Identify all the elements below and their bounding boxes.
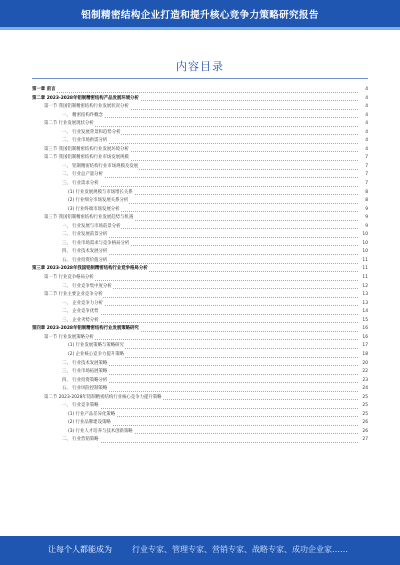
toc-entry[interactable]	[32, 300, 368, 309]
toc-entry-page: 22	[361, 368, 368, 377]
toc-entry-page: 4	[364, 86, 368, 95]
toc-entry-text: 第一节 行业竞争格局分析	[44, 274, 95, 283]
toc-entry-page: 18	[361, 351, 368, 360]
report-header	[0, 0, 400, 30]
header-stripe	[0, 27, 400, 30]
toc-entry-text: 第一节 行业发展策略分析	[44, 334, 95, 343]
toc-entry-page: 25	[361, 394, 368, 403]
toc-entry-page: 7	[364, 154, 368, 163]
toc-entry[interactable]	[32, 103, 368, 112]
toc-entry-text: (2) 行业细分市场发展关系分析	[68, 197, 129, 206]
toc-entry-text: 二、 行业竞争集中度分析	[62, 283, 113, 292]
toc-entry-text: 一、 精密结构件概念	[62, 112, 104, 121]
toc-entry-text: (3) 行业终端市场发展分析	[68, 206, 121, 215]
toc-entry-text: 四、 行业技术发展分析	[62, 248, 108, 257]
toc-entry-page: 4	[364, 129, 368, 138]
toc-entry-page: 16	[361, 325, 368, 334]
toc-entry[interactable]	[32, 325, 368, 334]
toc-entry-text: 第三章 2023-2028年我国铝制精密结构行业竞争格局分析	[32, 265, 149, 274]
toc-entry-page: 4	[364, 112, 368, 121]
toc-divider	[32, 78, 368, 79]
toc-entry-page: 25	[361, 402, 368, 411]
toc-entry[interactable]	[32, 112, 368, 121]
toc-entry-text: 一、 行业发展与市场前景分析	[62, 223, 121, 232]
footer-slogan: 让每个人都能成为	[48, 545, 112, 554]
toc-entry-page: 9	[364, 223, 368, 232]
toc-entry[interactable]	[32, 317, 368, 326]
toc-entry[interactable]	[32, 163, 368, 172]
toc-entry[interactable]	[32, 428, 368, 437]
toc-entry[interactable]	[32, 368, 368, 377]
toc-entry-text: 第二章 2023-2028年铝制精密结构产品发展环境分析	[32, 95, 140, 104]
toc-entry-text: 二、 行业营销策略	[62, 436, 100, 445]
toc-entry-text: 五、 行业投资价值分析	[62, 257, 108, 266]
toc-entry-page: 15	[361, 317, 368, 326]
toc-entry-page: 4	[364, 146, 368, 155]
toc-leader-dots	[32, 92, 358, 93]
toc-entry[interactable]	[32, 129, 368, 138]
toc-entry[interactable]	[32, 137, 368, 146]
toc-entry-text: (1) 行业发展规模与市场增长关系	[68, 189, 134, 198]
toc-entry-page: 11	[361, 257, 368, 266]
toc-entry-page: 11	[361, 265, 368, 274]
toc-entry[interactable]	[32, 419, 368, 428]
toc-entry[interactable]	[32, 240, 368, 249]
toc-entry-page: 8	[364, 189, 368, 198]
toc-entry-text: 一、 企业竞争力分析	[62, 300, 104, 309]
toc-entry-text: 二、 行业总产量分析	[62, 171, 104, 180]
toc-entry-page: 25	[361, 411, 368, 420]
toc-entry[interactable]	[32, 171, 368, 180]
toc-entry[interactable]	[32, 206, 368, 215]
toc-entry-page: 8	[364, 197, 368, 206]
toc-entry-text: (1) 行业产品差异化策略	[68, 411, 116, 420]
toc-entry[interactable]	[32, 377, 368, 386]
toc-entry-page: 26	[361, 428, 368, 437]
toc-entry[interactable]	[32, 120, 368, 129]
toc-entry-page: 16	[361, 334, 368, 343]
toc-entry-text: 第四章 2023-2028年铝制精密结构行业发展策略研究	[32, 325, 140, 334]
report-title: 铝制精密结构企业打造和提升核心竞争力策略研究报告	[81, 10, 319, 21]
toc-entry-page: 10	[361, 231, 368, 240]
toc-entry-text: 五、 行业风险控制策略	[62, 385, 108, 394]
toc-entry-text: (2) 企业核心竞争力提升策略	[68, 351, 125, 360]
toc-entry[interactable]	[32, 146, 368, 155]
toc-entry-page: 10	[361, 248, 368, 257]
toc-leader-dots	[62, 442, 358, 443]
toc-entry[interactable]	[32, 197, 368, 206]
toc-leader-dots	[62, 314, 358, 315]
toc-title: 内容目录	[176, 60, 224, 73]
toc-entry[interactable]	[32, 86, 368, 95]
toc-entry-text: (3) 行业人才培养与技术创新策略	[68, 428, 134, 437]
toc-entry-text: 第一节 我国铝制精密结构行业发展状况分析	[44, 103, 130, 112]
toc-entry[interactable]	[32, 214, 368, 223]
toc-entry-page: 7	[364, 163, 368, 172]
toc-entry-page: 13	[361, 300, 368, 309]
toc-entry-page: 20	[361, 360, 368, 369]
toc-entry-text: 四、 行业投资策略分析	[62, 377, 108, 386]
toc-entry-page: 9	[364, 206, 368, 215]
toc-leader-dots	[62, 408, 358, 409]
toc-entry-text: 第二节 行业发展现状分析	[44, 120, 95, 129]
toc-entry-page: 12	[361, 283, 368, 292]
toc-entry-text: 二、 行业技术发展策略	[62, 360, 108, 369]
toc-entry-page: 7	[364, 180, 368, 189]
toc-entry-page: 4	[364, 137, 368, 146]
toc-entry[interactable]	[32, 283, 368, 292]
toc-entry-page: 17	[361, 342, 368, 351]
toc-entry[interactable]	[32, 402, 368, 411]
toc-entry-text: 一、 行业竞争策略	[62, 402, 100, 411]
footer-roles: 行业专家、管理专家、营销专家、战略专家、成功企业家……	[132, 545, 348, 554]
toc-entry[interactable]	[32, 274, 368, 283]
toc-entry-text: 二、 行业发展前景分析	[62, 231, 108, 240]
toc-entry[interactable]	[32, 308, 368, 317]
toc-entry-page: 13	[361, 291, 368, 300]
toc-leader-dots	[62, 177, 358, 178]
toc-entry-text: 第二节 2023-2028年铝制精密结构行业核心竞争力提升策略	[44, 394, 163, 403]
toc-entry-text: (2) 行业品牌建设策略	[68, 419, 112, 428]
toc-entry-text: 三、 企业劣势分析	[62, 317, 100, 326]
toc-entry[interactable]	[32, 95, 368, 104]
toc-entry[interactable]	[32, 394, 368, 403]
toc-entry-page: 23	[361, 377, 368, 386]
toc-entry-text: 二、 行业市场供需分析	[62, 137, 108, 146]
toc-entry[interactable]	[32, 231, 368, 240]
toc-entry-page: 24	[361, 385, 368, 394]
toc-entry-page: 4	[364, 95, 368, 104]
toc-entry-page: 11	[361, 274, 368, 283]
toc-entry-page: 10	[361, 240, 368, 249]
toc-entry-text: 三、 行业市场拓展策略	[62, 368, 108, 377]
toc-entry[interactable]	[32, 189, 368, 198]
toc-entry-page: 4	[364, 120, 368, 129]
toc-entry[interactable]	[32, 257, 368, 266]
toc-entry-text: 第二节 行业主要企业竞争分析	[44, 291, 103, 300]
toc-entry[interactable]	[32, 360, 368, 369]
toc-entry[interactable]	[32, 180, 368, 189]
toc-entry-text: 第一章 前言	[32, 86, 56, 95]
toc-entry-text: 三、 行业市场需求与竞争格局分析	[62, 240, 130, 249]
toc-entry-text: 第三节 我国铝制精密结构行业发展趋势与机遇	[44, 214, 134, 223]
toc-entry[interactable]	[32, 385, 368, 394]
toc-leader-dots	[62, 322, 358, 323]
toc-leader-dots	[62, 117, 358, 118]
toc-entry-page: 26	[361, 419, 368, 428]
toc-entry[interactable]	[32, 223, 368, 232]
toc-entry[interactable]	[32, 342, 368, 351]
toc-leader-dots	[62, 305, 358, 306]
toc-entry[interactable]	[32, 411, 368, 420]
toc-entry-page: 27	[361, 436, 368, 445]
toc-entry[interactable]	[32, 248, 368, 257]
toc-list	[32, 86, 368, 445]
toc-entry-text: 第三节 我国铝制精密结构行业发展环境分析	[44, 146, 130, 155]
toc-entry-text: 第二节 我国铝制精密结构行业市场发展规模	[44, 154, 130, 163]
toc-entry-text: 一、 行业发展背景和趋势分析	[62, 129, 121, 138]
toc-entry-page: 7	[364, 171, 368, 180]
toc-entry-page: 9	[364, 214, 368, 223]
toc-entry[interactable]	[32, 154, 368, 163]
toc-entry-text: 三、 行业需求分析	[62, 180, 100, 189]
toc-entry[interactable]	[32, 436, 368, 445]
toc-entry[interactable]	[32, 351, 368, 360]
toc-entry-text: (1) 行业发展策略与策略研究	[68, 342, 125, 351]
toc-entry[interactable]	[32, 265, 368, 274]
toc-entry-text: 一、 铝制精密结构行业市场规模及发展	[62, 163, 139, 172]
toc-entry-page: 14	[361, 308, 368, 317]
toc-entry[interactable]	[32, 334, 368, 343]
toc-entry-page: 4	[364, 103, 368, 112]
toc-entry[interactable]	[32, 291, 368, 300]
report-footer	[0, 536, 400, 565]
toc-leader-dots	[62, 186, 358, 187]
toc-entry-text: 二、 企业竞争优势	[62, 308, 100, 317]
